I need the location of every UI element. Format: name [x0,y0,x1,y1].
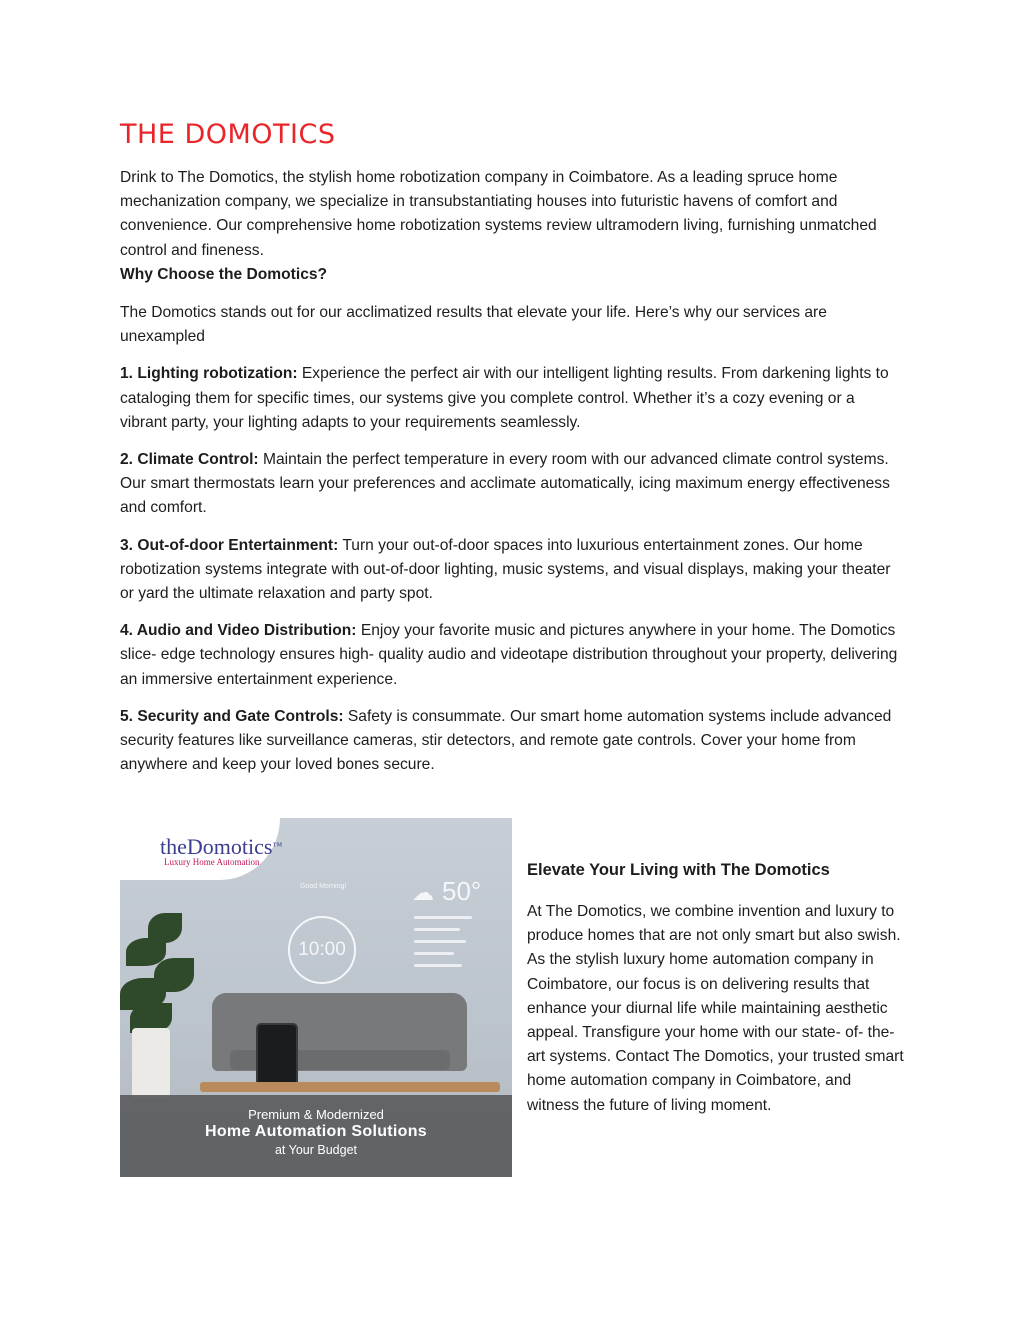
service-text: Enjoy your favorite music and pictures anywhere in your home. The Domotics slice- edge technology ensures high- quality audio and videotape distribution throughout your property, delivering an immersive entertainment experience. [120,622,898,688]
service-label: 3. Out-of-door Entertainment: [120,536,339,554]
banner-line-2: Home Automation Solutions [204,1123,427,1140]
service-label: 2. Climate Control: [120,451,259,469]
service-label: 5. Security and Gate Controls: [120,707,344,725]
screen-greeting: Good Morning! [300,883,347,890]
service-text: Turn your out-of-door spaces into luxurious entertainment zones. Our home robotization systems integrate with out-of-door lighting, music systems, and visual displays, making your theater or yard the ultimate relaxation and party spot. [120,536,891,603]
partly-cloudy-icon: ☁ [412,880,434,905]
logo-card [120,818,283,880]
brand-logo: theDomotics™ [160,834,283,859]
banner-line-1: Premium & Modernized [248,1107,384,1122]
screen-clock: 10:00 [288,916,356,984]
why-paragraph: The Domotics stands out for our acclimatized results that elevate your life. Here’s why our services are unexampled [120,304,827,346]
table-illustration [200,1082,500,1092]
service-item-climate [120,448,904,521]
why-heading: Why Choose the Domotics? [120,265,328,283]
banner-line-3: at Your Budget [274,1143,358,1157]
tablet-illustration [256,1023,298,1087]
bottom-section [120,818,904,1178]
promo-image [120,818,512,1177]
service-item-lighting [120,362,904,435]
plant-leaf [154,958,194,992]
plant-leaf [148,913,182,943]
service-label: 4. Audio and Video Distribution: [120,622,357,640]
service-item-audio-video [120,619,904,692]
service-text: Maintain the perfect temperature in every room with our advanced climate control systems. Our smart thermostats learn your preferences and acclimate automatically, icing maximum energy effectiveness and comfort. [120,451,890,517]
service-item-security [120,705,904,778]
screen-temperature: 50° [442,876,482,906]
page-title: THE DOMOTICS [120,119,336,150]
plant-pot [132,1028,170,1098]
promo-banner [120,1095,512,1177]
intro-paragraph: Drink to The Domotics, the stylish home robotization company in Coimbatore. As a leading spruce home mechanization company, we specialize in transubstantiating houses into futuristic havens of comfort and convenience. Our comprehensive home robotization systems review ultramodern living, furnishing unmatched control and fineness. [120,169,877,259]
service-item-outdoor [120,534,904,607]
side-column [527,858,907,1118]
side-paragraph: At The Domotics, we combine invention and luxury to produce homes that are not only smart but also swish. As the stylish luxury home automation company in Coimbatore, our focus is on delivering results that enhance your diurnal life while maintaining aesthetic appeal. Transfigure your home with our state- of- the- art systems. Contact The Domotics, your trusted smart home automation company in Coimbatore, and witness the future of living moment. [527,903,904,1114]
service-text: Safety is consummate. Our smart home automation systems include advanced security features like surveillance cameras, stir detectors, and remote gate controls. Cover your home from anywhere and keep your loved bones secure. [120,707,892,774]
document-body [120,118,904,790]
brand-tagline: Luxury Home Automation [164,857,260,867]
service-text: Experience the perfect air with our intelligent lighting results. From darkening lights to cataloging them for specific times, our systems give you complete control. Whether it’s a cozy evening or a vibrant party, your lighting adapts to your requirements seamlessly. [120,365,889,431]
screen-schedule-lines [414,916,472,976]
service-label: 1. Lighting robotization: [120,365,298,383]
side-heading: Elevate Your Living with The Domotics [527,861,830,879]
